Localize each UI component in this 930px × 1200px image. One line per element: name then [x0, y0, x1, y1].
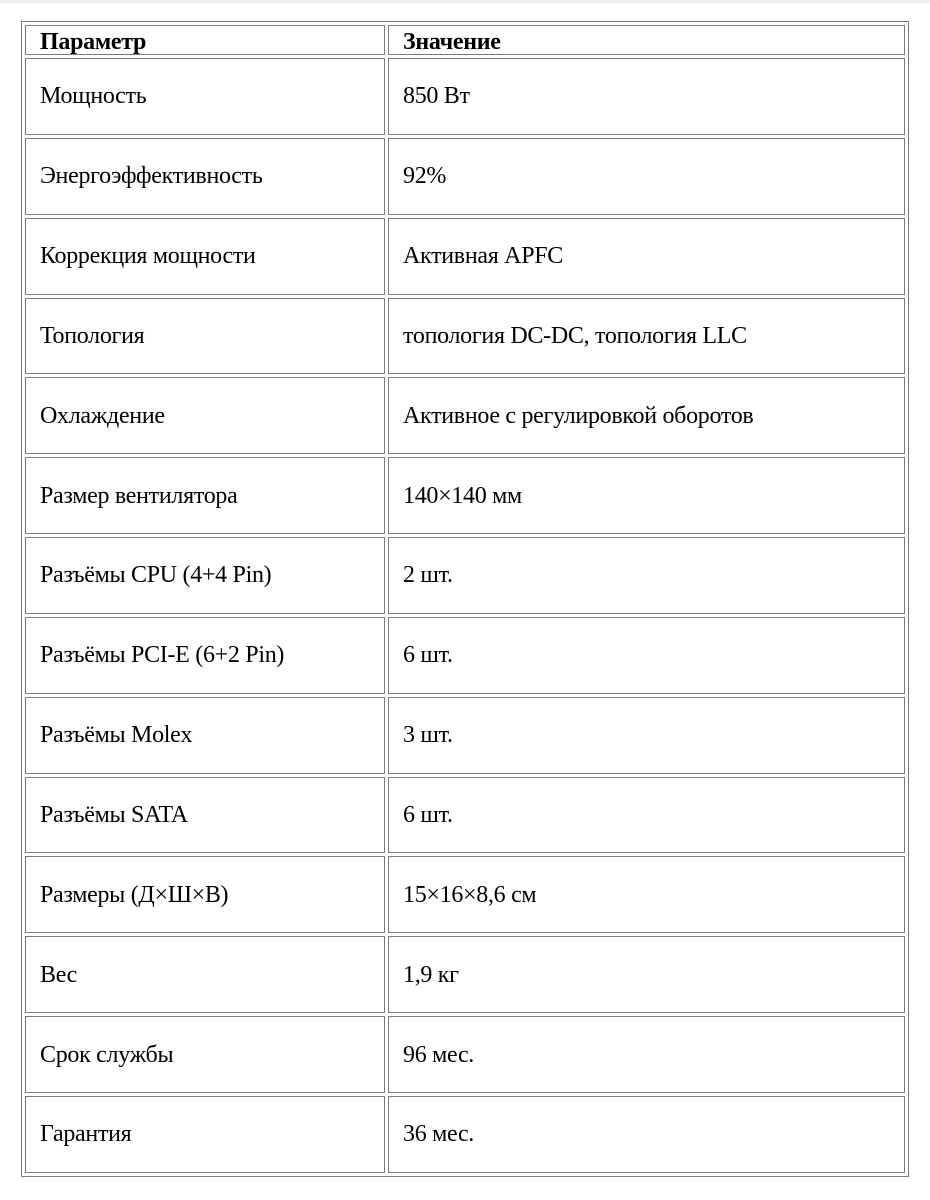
row-value: 6 шт.: [388, 617, 905, 694]
table-row: [25, 1016, 905, 1093]
table-row: [25, 697, 905, 774]
table-row: [25, 58, 905, 135]
row-parameter: Разъёмы CPU (4+4 Pin): [25, 537, 385, 614]
row-value: 1,9 кг: [388, 936, 905, 1013]
row-parameter: Разъёмы PCI-E (6+2 Pin): [25, 617, 385, 694]
table-row: [25, 218, 905, 295]
table-row: [25, 1096, 905, 1173]
header-value: Значение: [388, 25, 905, 55]
table-row: [25, 537, 905, 614]
row-value: 36 мес.: [388, 1096, 905, 1173]
table-row: [25, 298, 905, 375]
row-parameter: Срок службы: [25, 1016, 385, 1093]
table-row: [25, 936, 905, 1013]
row-parameter: Мощность: [25, 58, 385, 135]
specifications-table: [21, 21, 909, 1177]
row-value: 2 шт.: [388, 537, 905, 614]
row-value: 92%: [388, 138, 905, 215]
table-row: [25, 138, 905, 215]
table-row: [25, 377, 905, 454]
row-value: 15×16×8,6 см: [388, 856, 905, 933]
row-value: 850 Вт: [388, 58, 905, 135]
row-parameter: Размеры (Д×Ш×В): [25, 856, 385, 933]
row-value: 6 шт.: [388, 777, 905, 854]
table-row: [25, 457, 905, 534]
row-value: 140×140 мм: [388, 457, 905, 534]
header-parameter: Параметр: [25, 25, 385, 55]
row-parameter: Вес: [25, 936, 385, 1013]
row-value: Активная APFC: [388, 218, 905, 295]
row-parameter: Топология: [25, 298, 385, 375]
row-parameter: Коррекция мощности: [25, 218, 385, 295]
row-parameter: Разъёмы SATA: [25, 777, 385, 854]
row-parameter: Охлаждение: [25, 377, 385, 454]
row-value: 3 шт.: [388, 697, 905, 774]
row-parameter: Разъёмы Molex: [25, 697, 385, 774]
row-value: Активное с регулировкой оборотов: [388, 377, 905, 454]
row-value: 96 мес.: [388, 1016, 905, 1093]
table-header-row: [25, 25, 905, 55]
row-parameter: Гарантия: [25, 1096, 385, 1173]
table-row: [25, 777, 905, 854]
table-row: [25, 617, 905, 694]
row-parameter: Размер вентилятора: [25, 457, 385, 534]
top-divider: [0, 0, 930, 3]
row-value: топология DC-DC, топология LLC: [388, 298, 905, 375]
table-row: [25, 856, 905, 933]
row-parameter: Энергоэффективность: [25, 138, 385, 215]
